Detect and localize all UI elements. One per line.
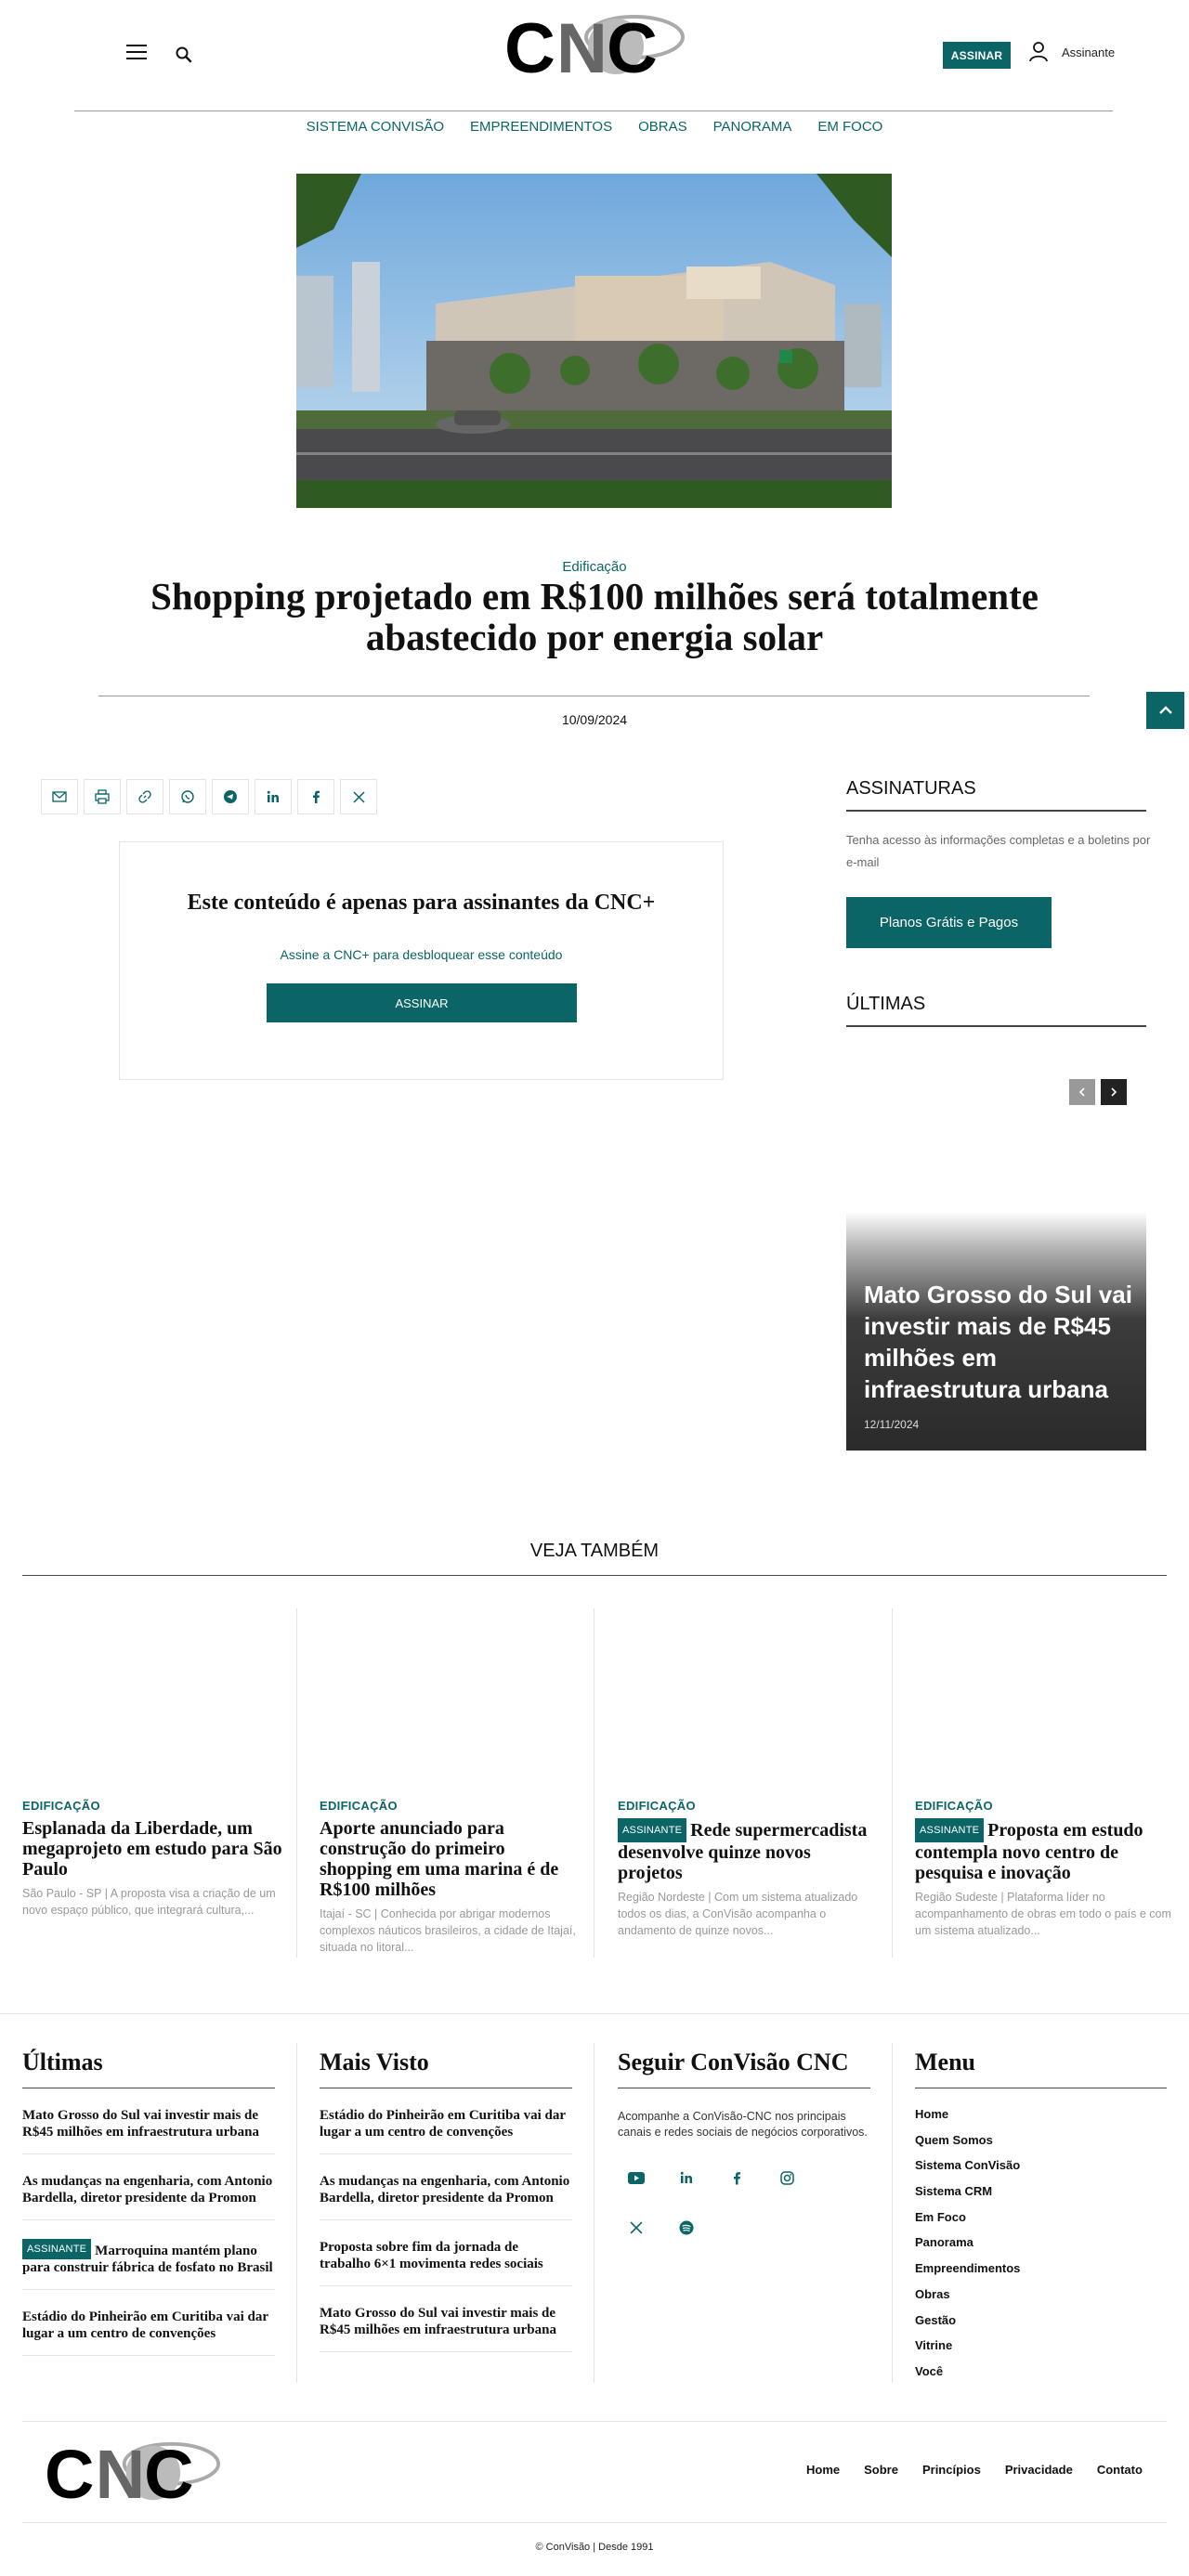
footer-nav-contato[interactable]: Contato	[1096, 2463, 1143, 2477]
footer-menu-item[interactable]: Você	[915, 2363, 944, 2378]
footer-follow-text: Acompanhe a ConVisão-CNC nos principais canais e redes sociais de negócios corporativos.	[618, 2110, 868, 2139]
link-icon	[137, 789, 152, 804]
nav-item-em-foco[interactable]: EM FOCO	[817, 119, 883, 135]
see-also-category[interactable]: EDIFICAÇÃO	[320, 1799, 398, 1813]
share-copy-link-button[interactable]	[126, 779, 163, 814]
see-also-category[interactable]: EDIFICAÇÃO	[915, 1799, 993, 1813]
article-hero-image	[296, 174, 892, 508]
footer-menu-item[interactable]: Empreendimentos	[915, 2261, 1021, 2276]
latest-divider	[846, 1025, 1146, 1027]
telegram-icon	[223, 789, 238, 804]
see-also-heading: VEJA TAMBÉM	[529, 1541, 660, 1561]
linkedin-icon[interactable]	[668, 2159, 705, 2196]
see-also-title[interactable]: Esplanada da Liberdade, um megaprojeto em estudo para São Paulo	[22, 1818, 282, 1880]
subscribe-button[interactable]: ASSINAR	[943, 42, 1011, 69]
nav-item-sistema-convisao[interactable]: SISTEMA CONVISÃO	[306, 119, 445, 135]
copyright: © ConVisão | Desde 1991	[535, 2542, 654, 2553]
footer-menu	[915, 2049, 1167, 2385]
footer-nav-principios[interactable]: Princípios	[921, 2463, 981, 2477]
main-nav	[0, 119, 1189, 135]
featured-latest-card[interactable]	[846, 1212, 1146, 1451]
footer-divider	[0, 2013, 1189, 2014]
nav-item-empreendimentos[interactable]: EMPREENDIMENTOS	[470, 119, 613, 135]
footer-most-viewed-heading: Mais Visto	[320, 2049, 429, 2075]
footer-divider	[22, 2421, 1167, 2422]
share-whatsapp-button[interactable]	[169, 779, 206, 814]
see-also-excerpt: Região Sudeste | Plataforma líder no acompanhamento de obras em todo o país e com um sistema atualizado...	[915, 1891, 1171, 1937]
see-also-item[interactable]	[618, 1799, 880, 1939]
subscriber-badge: ASSINANTE	[915, 1818, 984, 1842]
x-icon[interactable]	[618, 2209, 655, 2246]
email-icon	[52, 790, 67, 803]
see-also-title[interactable]	[915, 1818, 1177, 1883]
footer-latest-item[interactable]: Estádio do Pinheirão em Curitiba vai dar lugar a um centro de convenções	[22, 2290, 275, 2356]
see-also-divider	[22, 1575, 1167, 1576]
see-also-item[interactable]	[22, 1799, 284, 1919]
social-links	[618, 2159, 850, 2246]
share-print-button[interactable]	[84, 779, 121, 814]
footer-most-viewed-item[interactable]: Estádio do Pinheirão em Curitiba vai dar lugar a um centro de convenções	[320, 2088, 572, 2154]
see-also-category[interactable]: EDIFICAÇÃO	[618, 1799, 696, 1813]
share-x-button[interactable]	[340, 779, 377, 814]
svg-text:N: N	[95, 2436, 142, 2507]
svg-text:C: C	[45, 2436, 91, 2507]
see-also-excerpt: Região Nordeste | Com um sistema atualizado todos os dias, a ConVisão acompanha o andamento de quinze novos...	[618, 1891, 858, 1937]
footer-menu-item[interactable]: Gestão	[915, 2312, 957, 2327]
nav-item-panorama[interactable]: PANORAMA	[712, 119, 792, 135]
user-icon[interactable]	[1028, 41, 1049, 63]
column-divider	[892, 1608, 893, 1958]
footer-nav-privacidade[interactable]: Privacidade	[1004, 2463, 1073, 2477]
share-linkedin-button[interactable]	[255, 779, 292, 814]
see-also-excerpt: Itajaí - SC | Conhecida por abrigar modernos complexos náuticos brasileiros, a cidade de Itajaí, situada no litoral...	[320, 1907, 576, 1954]
column-divider	[296, 1608, 297, 1958]
article-category[interactable]: Edificação	[562, 559, 627, 575]
footer-logo[interactable]	[45, 2435, 221, 2507]
facebook-icon[interactable]	[718, 2159, 755, 2196]
subscriptions-heading: ASSINATURAS	[846, 778, 976, 799]
menu-icon[interactable]	[126, 45, 147, 59]
instagram-icon[interactable]	[768, 2159, 805, 2196]
footer-menu-list	[915, 2101, 1167, 2385]
footer-most-viewed	[320, 2049, 572, 2352]
footer-menu-item[interactable]: Sistema CRM	[915, 2184, 993, 2199]
footer-menu-item[interactable]: Home	[915, 2107, 949, 2121]
carousel-next-button[interactable]	[1101, 1079, 1127, 1105]
footer-menu-item[interactable]: Vitrine	[915, 2338, 953, 2353]
nav-item-obras[interactable]: OBRAS	[638, 119, 687, 135]
facebook-icon	[311, 790, 320, 803]
paywall-subtitle[interactable]: Assine a CNC+ para desbloquear esse conteúdo	[280, 947, 563, 962]
footer-menu-item[interactable]: Panorama	[915, 2235, 973, 2250]
chevron-left-icon	[1078, 1087, 1086, 1097]
footer-follow	[618, 2049, 870, 2246]
footer-nav-sobre[interactable]: Sobre	[864, 2463, 898, 2477]
footer-menu-item[interactable]: Obras	[915, 2286, 950, 2301]
footer-latest	[22, 2049, 275, 2356]
footer-menu-item[interactable]: Quem Somos	[915, 2132, 993, 2147]
see-also-category[interactable]: EDIFICAÇÃO	[22, 1799, 100, 1813]
whatsapp-icon	[180, 789, 195, 804]
see-also-item[interactable]	[320, 1799, 581, 1956]
featured-latest-title[interactable]: Mato Grosso do Sul vai investir mais de R$45 milhões em infraestrutura urbana	[864, 1281, 1132, 1403]
account-link[interactable]: Assinante	[1062, 46, 1116, 59]
footer-nav-home[interactable]: Home	[806, 2463, 841, 2477]
footer-latest-item-title[interactable]: Marroquina mantém plano para construir fábrica de fosfato no Brasil	[22, 2244, 273, 2275]
share-bar	[41, 779, 377, 814]
linkedin-icon	[267, 790, 280, 803]
search-icon[interactable]	[175, 46, 193, 64]
paywall-subscribe-button[interactable]: ASSINAR	[267, 983, 577, 1022]
footer-menu-item[interactable]: Sistema ConVisão	[915, 2158, 1021, 2173]
share-email-button[interactable]	[41, 779, 78, 814]
footer-most-viewed-item[interactable]: Mato Grosso do Sul vai investir mais de R$45 milhões em infraestrutura urbana	[320, 2286, 572, 2352]
chevron-right-icon	[1110, 1087, 1117, 1097]
footer-divider	[22, 2522, 1167, 2523]
svg-text:C: C	[144, 2436, 190, 2507]
subscriptions-text: Tenha acesso às informações completas e a boletins por e-mail	[846, 833, 1151, 869]
footer-most-viewed-item[interactable]: As mudanças na engenharia, com Antonio Bardella, diretor presidente da Promon	[320, 2154, 572, 2220]
svg-text:N: N	[556, 9, 604, 84]
svg-text:C: C	[607, 9, 654, 84]
see-also-title[interactable]	[618, 1818, 880, 1883]
article-date: 10/09/2024	[561, 712, 628, 727]
featured-latest-date: 12/11/2024	[864, 1418, 920, 1431]
share-telegram-button[interactable]	[212, 779, 249, 814]
carousel-prev-button[interactable]	[1069, 1079, 1095, 1105]
see-also-title-text[interactable]: Proposta em estudo contempla novo centro de pesquisa e inovação	[915, 1820, 1143, 1883]
article-title: Shopping projetado em R$100 milhões será totalmente abastecido por energia solar	[150, 575, 1039, 658]
see-also-excerpt: São Paulo - SP | A proposta visa a criação de um novo espaço público, que integrará cultura,...	[22, 1887, 276, 1917]
latest-heading: ÚLTIMAS	[846, 994, 926, 1014]
column-divider	[892, 2043, 893, 2383]
share-facebook-button[interactable]	[297, 779, 334, 814]
footer-latest-item[interactable]: Mato Grosso do Sul vai investir mais de R$45 milhões em infraestrutura urbana	[22, 2088, 275, 2154]
see-also-title[interactable]: Aporte anunciado para construção do primeiro shopping em uma marina é de R$100 milhões	[320, 1818, 559, 1900]
spotify-icon[interactable]	[668, 2209, 705, 2246]
footer-follow-heading: Seguir ConVisão CNC	[618, 2049, 849, 2075]
back-to-top-button[interactable]	[1146, 692, 1184, 729]
plans-button[interactable]: Planos Grátis e Pagos	[846, 897, 1052, 948]
x-icon	[353, 791, 365, 803]
paywall-box	[119, 841, 724, 1080]
footer-menu-heading: Menu	[915, 2049, 975, 2075]
footer-latest-heading: Últimas	[22, 2049, 103, 2075]
see-also-title-text[interactable]: Rede supermercadista desenvolve quinze novos projetos	[618, 1820, 868, 1883]
footer-menu-item[interactable]: Em Foco	[915, 2209, 966, 2224]
youtube-icon[interactable]	[618, 2159, 655, 2196]
footer-latest-item[interactable]	[22, 2220, 275, 2290]
footer-latest-item[interactable]: As mudanças na engenharia, com Antonio Bardella, diretor presidente da Promon	[22, 2154, 275, 2220]
column-divider	[296, 2043, 297, 2383]
subscriptions-divider	[846, 810, 1146, 812]
svg-text:C: C	[504, 9, 552, 84]
paywall-title: Este conteúdo é apenas para assinantes da CNC+	[187, 891, 656, 915]
subscriber-badge: ASSINANTE	[618, 1818, 686, 1842]
see-also-item[interactable]	[915, 1799, 1177, 1939]
site-logo[interactable]	[504, 9, 686, 84]
footer-nav	[806, 2463, 1143, 2477]
footer-most-viewed-item[interactable]: Proposta sobre fim da jornada de trabalho 6×1 movimenta redes sociais	[320, 2220, 572, 2286]
chevron-up-icon	[1157, 702, 1174, 719]
subscriber-badge: ASSINANTE	[22, 2239, 91, 2259]
print-icon	[95, 789, 110, 804]
